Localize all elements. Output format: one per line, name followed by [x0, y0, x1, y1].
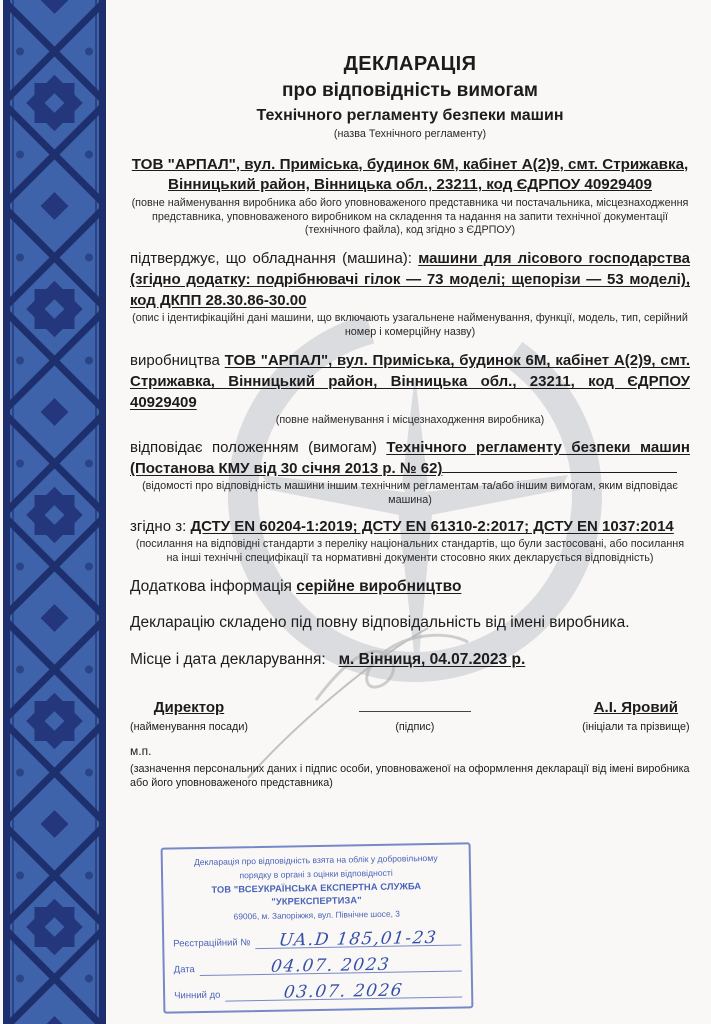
registration-stamp [161, 842, 474, 1013]
place-date-line [130, 649, 690, 671]
place-date-value: м. Вінниця, 04.07.2023 р. [338, 651, 526, 669]
compliance-block [130, 437, 690, 508]
name-caption: (ініціали та прізвище) [582, 721, 690, 734]
document-title-block [130, 50, 690, 142]
equipment-value: машини для лісового господарства (згідно додатку: подрібнювачі гілок — 73 моделі; щепорізи — 53 моделі), код ДКПП 28.30.86-30.00 [130, 250, 690, 310]
stamp-valid-line [225, 978, 462, 1001]
stamp-registration-field [173, 926, 461, 950]
responsibility-line: Декларацію складено під повну відповідальність від імені виробника. [130, 613, 630, 631]
stamp-date-line [200, 952, 462, 976]
document-body [130, 50, 690, 790]
compliance-caption: (відомості про відповідність машини іншим технічним регламентам та/або іншим вимогам, яким відповідає машина) [142, 479, 678, 506]
signature-sign-col [359, 697, 471, 735]
equipment-caption: (опис і ідентифікаційні дані машини, що включають узагальнене найменування, функції, модель, тип, серійний номер і комерційну назву) [132, 312, 688, 339]
title-caption: (назва Технічного регламенту) [333, 127, 487, 140]
seal-placeholder: м.п. [130, 744, 152, 759]
standards-caption: (посилання на відповідні стандарти з переліку національних стандартів, що були застосовані, або посилання на інші технічні специфікації та нормативні документи стосовно яких декларується відповідність) [135, 538, 685, 565]
sign-caption: (підпис) [395, 721, 435, 734]
stamp-reg-label: Реєстраційний № [173, 937, 251, 950]
manufacturer-caption: (повне найменування виробника або його уповноваженого представника чи постачальника, місцезнаходження представника, уповноваженого виробником на складення та надання на запити технічної документації (технічного файла), код згідно з ЄДРПОУ) [131, 196, 689, 237]
stamp-reg-line [255, 926, 461, 949]
compliance-value: Технічного регламенту безпеки машин (Постанова КМУ від 30 січня 2013 р. № 62) [130, 438, 690, 477]
standards-value: ДСТУ EN 60204-1:2019; ДСТУ EN 61310-2:2017; ДСТУ EN 1037:2014 [190, 518, 674, 536]
stamp-valid-value-handwritten: 03.07. 2026 [282, 980, 405, 1003]
stamp-valid-until-field [174, 978, 462, 1002]
stamp-line-1: Декларація про відповідність взята на облік у добровільному [193, 852, 438, 868]
equipment-block [130, 248, 690, 340]
manufacturer-name-address: ТОВ "АРПАЛ", вул. Приміська, будинок 6М, кабінет А(2)9, смт. Стрижавка, Вінницький район, Вінницька обл., 23211, код ЄДРПОУ 40929409 [131, 155, 689, 194]
additional-info-line [130, 576, 690, 598]
production-caption: (повне найменування і місцезнаходження виробника) [275, 413, 545, 426]
manufacturer-block [130, 155, 690, 238]
production-lead: виробництва [130, 351, 225, 369]
title-line-3: Технічного регламенту безпеки машин [256, 106, 564, 124]
equipment-lead: підтверджує, що обладнання (машина): [130, 250, 419, 268]
signatory-position: Директор [153, 699, 225, 717]
ruled-line [442, 459, 677, 473]
signature-row [130, 697, 690, 735]
compliance-lead: відповідає положенням (вимогам) [130, 438, 387, 456]
stamp-date-value-handwritten: 04.07. 2023 [269, 954, 392, 977]
stamp-valid-label: Чинний до [174, 989, 221, 1002]
production-block [130, 350, 690, 428]
stamp-reg-value-handwritten: UA.D 185,01-23 [277, 927, 439, 951]
stamp-address: 69006, м. Запоріжжя, вул. Північне шосе, 3 [233, 908, 401, 922]
additional-info-value: серійне виробництво [296, 577, 462, 595]
stamp-organization: ТОВ "ВСЕУКРАЇНСЬКА ЕКСПЕРТНА СЛУЖБА "УКРЕКСПЕРТИЗА" [211, 880, 422, 908]
additional-info-lead: Додаткова інформація [130, 577, 297, 595]
stamp-date-field [173, 952, 461, 976]
production-value: ТОВ "АРПАЛ", вул. Приміська, будинок 6М, кабінет А(2)9, смт. Стрижавка, Вінницький район, Вінницька обл., 23211, код ЄДРПОУ 40929409 [130, 351, 690, 411]
stamp-line-2: порядку в органі з оцінки відповідності [239, 867, 393, 881]
standards-lead: згідно з: [130, 518, 191, 536]
signature-name-col [582, 697, 690, 735]
stamp-date-label: Дата [173, 964, 195, 976]
signatory-name: А.І. Яровий [593, 699, 678, 717]
signature-position-col [130, 697, 248, 735]
signature-note: (зазначення персональних даних і підпис особи, уповноваженої на оформлення декларації від імені виробника або його уповноваженого представника) [130, 762, 690, 789]
standards-block [130, 516, 690, 566]
title-line-2: про відповідність вимогам [282, 80, 538, 101]
embroidery-border-pattern [3, 0, 106, 1024]
signature-line [359, 697, 471, 712]
title-line-1: ДЕКЛАРАЦІЯ [343, 53, 477, 75]
place-date-lead: Місце і дата декларування: [130, 651, 330, 669]
position-caption: (найменування посади) [130, 721, 248, 734]
